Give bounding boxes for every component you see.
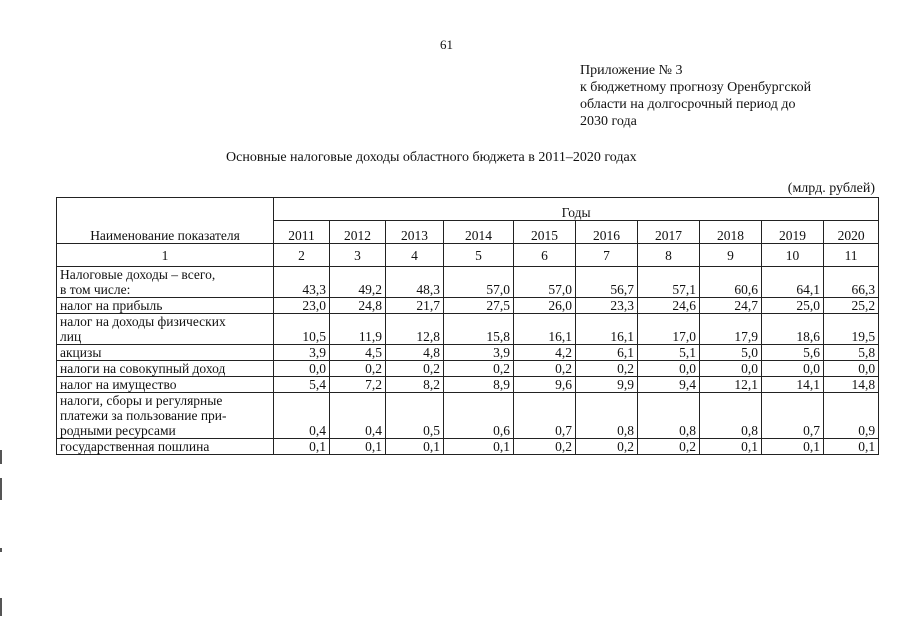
value-cell: 14,1 (762, 377, 824, 393)
value-cell: 16,1 (576, 314, 638, 345)
value-cell: 56,7 (576, 267, 638, 298)
value-cell: 0,4 (274, 393, 330, 439)
value-cell: 26,0 (514, 298, 576, 314)
value-cell: 14,8 (824, 377, 879, 393)
appendix-line: Приложение № 3 (580, 63, 683, 78)
value-cell: 0,6 (444, 393, 514, 439)
value-cell: 0,8 (638, 393, 700, 439)
scan-edge-mark (0, 450, 2, 464)
table-row (57, 314, 879, 345)
value-cell: 16,1 (514, 314, 576, 345)
value-cell: 24,7 (700, 298, 762, 314)
scan-edge-mark (0, 548, 2, 552)
year-header: 2011 (274, 221, 330, 244)
value-cell: 24,8 (330, 298, 386, 314)
value-cell: 0,1 (330, 439, 386, 455)
value-cell: 0,4 (330, 393, 386, 439)
value-cell: 5,6 (762, 345, 824, 361)
value-cell: 4,2 (514, 345, 576, 361)
value-cell: 3,9 (444, 345, 514, 361)
value-cell: 57,0 (514, 267, 576, 298)
indicator-name-line: в том числе: (60, 282, 131, 297)
scan-edge-mark (0, 598, 2, 616)
value-cell: 18,6 (762, 314, 824, 345)
value-cell: 60,6 (700, 267, 762, 298)
indicator-name-line: платежи за пользование при- (60, 408, 227, 423)
column-index: 4 (386, 244, 444, 267)
units-note: (млрд. рублей) (787, 181, 875, 196)
value-cell: 25,2 (824, 298, 879, 314)
column-index: 10 (762, 244, 824, 267)
year-header: 2018 (700, 221, 762, 244)
value-cell: 0,2 (638, 439, 700, 455)
value-cell: 43,3 (274, 267, 330, 298)
value-cell: 8,9 (444, 377, 514, 393)
value-cell: 4,8 (386, 345, 444, 361)
value-cell: 0,2 (386, 361, 444, 377)
value-cell: 0,1 (444, 439, 514, 455)
value-cell: 4,5 (330, 345, 386, 361)
header-indicator-name: Наименование показателя (57, 198, 274, 244)
column-index: 2 (274, 244, 330, 267)
year-header: 2015 (514, 221, 576, 244)
value-cell: 57,1 (638, 267, 700, 298)
indicator-name (57, 267, 274, 298)
indicator-name-line: налоги на совокупный доход (60, 361, 226, 376)
indicator-name (57, 393, 274, 439)
value-cell: 66,3 (824, 267, 879, 298)
year-header: 2012 (330, 221, 386, 244)
table-row (57, 377, 879, 393)
value-cell: 5,1 (638, 345, 700, 361)
column-index: 7 (576, 244, 638, 267)
year-header: 2019 (762, 221, 824, 244)
appendix-note (580, 62, 811, 130)
index-row (57, 244, 879, 267)
table-row (57, 393, 879, 439)
indicator-name-line: Налоговые доходы – всего, (60, 267, 216, 282)
year-header: 2016 (576, 221, 638, 244)
value-cell: 19,5 (824, 314, 879, 345)
value-cell: 23,3 (576, 298, 638, 314)
value-cell: 8,2 (386, 377, 444, 393)
value-cell: 12,1 (700, 377, 762, 393)
value-cell: 0,1 (762, 439, 824, 455)
indicator-name-line: налог на имущество (60, 377, 177, 392)
value-cell: 23,0 (274, 298, 330, 314)
value-cell: 0,2 (330, 361, 386, 377)
page-number: 61 (440, 37, 453, 52)
value-cell: 27,5 (444, 298, 514, 314)
value-cell: 10,5 (274, 314, 330, 345)
value-cell: 0,1 (824, 439, 879, 455)
value-cell: 5,4 (274, 377, 330, 393)
value-cell: 0,2 (444, 361, 514, 377)
value-cell: 0,1 (700, 439, 762, 455)
value-cell: 9,9 (576, 377, 638, 393)
scan-edge-mark (0, 478, 2, 500)
appendix-line: 2030 года (580, 114, 637, 129)
column-index: 1 (57, 244, 274, 267)
indicator-name-line: налоги, сборы и регулярные (60, 393, 223, 408)
value-cell: 6,1 (576, 345, 638, 361)
value-cell: 0,0 (824, 361, 879, 377)
indicator-name-line: акцизы (60, 345, 102, 360)
value-cell: 5,8 (824, 345, 879, 361)
value-cell: 5,0 (700, 345, 762, 361)
value-cell: 0,2 (576, 361, 638, 377)
appendix-line: к бюджетному прогнозу Оренбургской (580, 80, 812, 95)
value-cell: 0,9 (824, 393, 879, 439)
value-cell: 0,0 (638, 361, 700, 377)
indicator-name (57, 298, 274, 314)
value-cell: 9,4 (638, 377, 700, 393)
column-index: 5 (444, 244, 514, 267)
indicator-name-line: налог на прибыль (60, 298, 163, 313)
value-cell: 15,8 (444, 314, 514, 345)
value-cell: 0,7 (514, 393, 576, 439)
column-index: 6 (514, 244, 576, 267)
column-index: 11 (824, 244, 879, 267)
indicator-name-line: лиц (60, 329, 82, 344)
column-index: 9 (700, 244, 762, 267)
tax-revenue-table (56, 197, 879, 455)
value-cell: 49,2 (330, 267, 386, 298)
value-cell: 64,1 (762, 267, 824, 298)
indicator-name-line: родными ресурсами (60, 423, 176, 438)
value-cell: 0,0 (762, 361, 824, 377)
value-cell: 0,0 (274, 361, 330, 377)
header-years: Годы (274, 198, 879, 221)
value-cell: 0,2 (576, 439, 638, 455)
indicator-name-line: государственная пошлина (60, 439, 210, 454)
indicator-name (57, 345, 274, 361)
indicator-name (57, 314, 274, 345)
table-row (57, 361, 879, 377)
appendix-line: области на долгосрочный период до (580, 97, 796, 112)
value-cell: 11,9 (330, 314, 386, 345)
value-cell: 17,0 (638, 314, 700, 345)
value-cell: 0,0 (700, 361, 762, 377)
value-cell: 0,5 (386, 393, 444, 439)
column-index: 3 (330, 244, 386, 267)
value-cell: 0,8 (700, 393, 762, 439)
value-cell: 0,2 (514, 361, 576, 377)
year-header: 2013 (386, 221, 444, 244)
header-row (57, 198, 879, 221)
value-cell: 24,6 (638, 298, 700, 314)
table-row (57, 267, 879, 298)
value-cell: 0,2 (514, 439, 576, 455)
year-header: 2020 (824, 221, 879, 244)
value-cell: 7,2 (330, 377, 386, 393)
table-row (57, 345, 879, 361)
value-cell: 0,8 (576, 393, 638, 439)
value-cell: 0,7 (762, 393, 824, 439)
value-cell: 48,3 (386, 267, 444, 298)
value-cell: 17,9 (700, 314, 762, 345)
table-row (57, 298, 879, 314)
table-row (57, 439, 879, 455)
year-header: 2017 (638, 221, 700, 244)
indicator-name-line: налог на доходы физических (60, 314, 226, 329)
value-cell: 21,7 (386, 298, 444, 314)
value-cell: 0,1 (274, 439, 330, 455)
value-cell: 0,1 (386, 439, 444, 455)
value-cell: 9,6 (514, 377, 576, 393)
document-title: Основные налоговые доходы областного бюджета в 2011–2020 годах (226, 150, 637, 165)
column-index: 8 (638, 244, 700, 267)
value-cell: 25,0 (762, 298, 824, 314)
value-cell: 12,8 (386, 314, 444, 345)
value-cell: 57,0 (444, 267, 514, 298)
year-header: 2014 (444, 221, 514, 244)
indicator-name (57, 377, 274, 393)
indicator-name (57, 439, 274, 455)
indicator-name (57, 361, 274, 377)
value-cell: 3,9 (274, 345, 330, 361)
